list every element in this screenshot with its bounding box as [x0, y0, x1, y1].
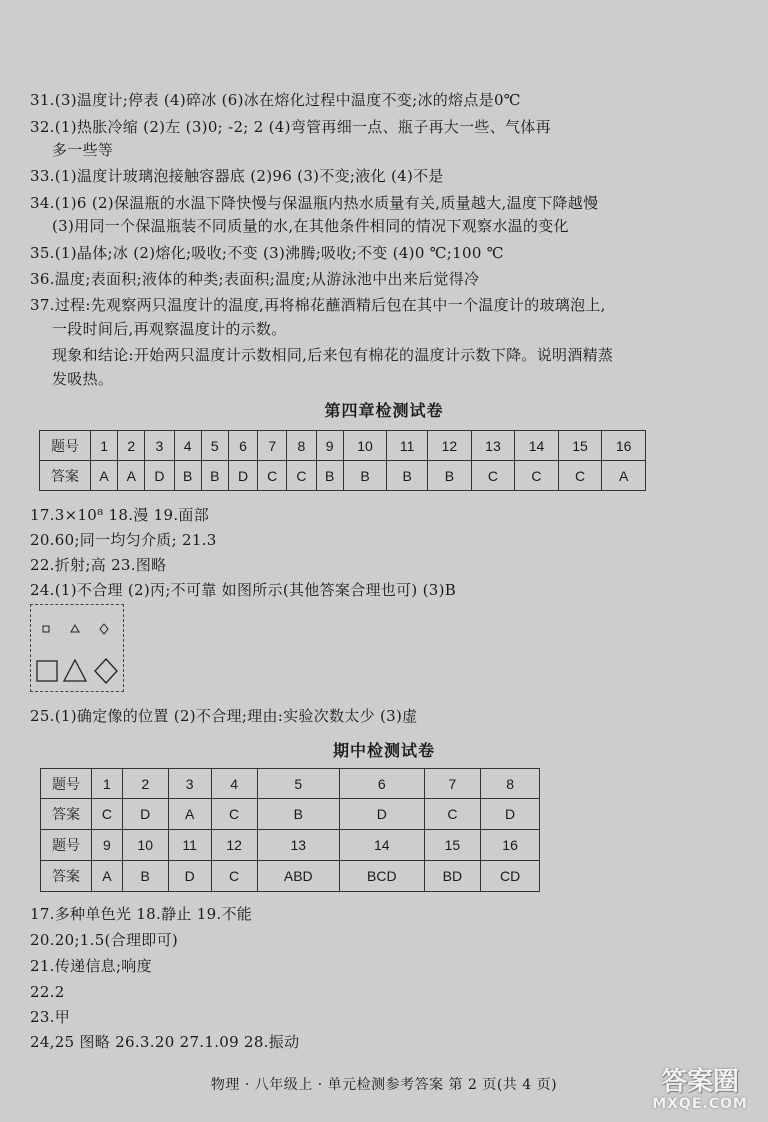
answer-37-result: 现象和结论:开始两只温度计示数相同,后来包有棉花的温度计示数下降。说明酒精蒸: [52, 346, 614, 364]
question-number-cell: 2: [118, 431, 145, 461]
shapes-figure: [31, 605, 123, 691]
question-number-cell: 8: [287, 431, 316, 461]
midterm-answer-17-19: 17.多种单色光 18.静止 19.不能: [30, 905, 253, 923]
midterm-answer-21: 21.传递信息;响度: [30, 957, 152, 975]
question-number-cell: 13: [257, 830, 339, 861]
question-number-cell: 6: [340, 769, 425, 799]
answer-cell: B: [387, 461, 428, 491]
page-footer: 物理 · 八年级上 · 单元检测参考答案 第 2 页(共 4 页): [210, 1077, 558, 1093]
answer-cell: A: [602, 461, 646, 491]
question-number-cell: 16: [602, 431, 646, 461]
answer-24: 24.(1)不合理 (2)丙;不可靠 如图所示(其他答案合理也可) (3)B: [30, 581, 457, 599]
answer-32-cont: 多一些等: [52, 141, 114, 159]
answer-cell: B: [428, 461, 472, 491]
answer-cell: B: [174, 461, 201, 491]
question-number-cell: 4: [211, 769, 257, 799]
midterm-answer-22: 22.2: [30, 983, 65, 1001]
answer-cell: C: [258, 461, 287, 491]
chapter4-answer-table: [39, 430, 646, 491]
question-number-cell: 9: [92, 830, 123, 861]
answer-cell: D: [168, 861, 211, 892]
answer-cell: C: [92, 799, 123, 830]
answer-cell: CD: [481, 861, 540, 892]
answer-cell: C: [211, 799, 257, 830]
small-diamond-icon: [100, 624, 108, 634]
question-number-cell: 8: [481, 769, 540, 799]
midterm-answer-23: 23.甲: [30, 1008, 71, 1026]
row-label-question: 题号: [40, 431, 91, 461]
answer-cell: BCD: [340, 861, 425, 892]
answer-32: 32.(1)热胀冷缩 (2)左 (3)0; -2; 2 (4)弯管再细一点、瓶子再大一些、气体再: [30, 118, 551, 136]
answer-cell: D: [340, 799, 425, 830]
row-label-answer: 答案: [41, 861, 92, 892]
large-diamond-icon: [95, 659, 117, 683]
large-triangle-icon: [64, 660, 86, 681]
question-number-cell: 3: [145, 431, 174, 461]
answer-37-cont: 一段时间后,再观察温度计的示数。: [52, 320, 287, 338]
question-number-cell: 9: [316, 431, 343, 461]
small-square-icon: [43, 626, 49, 632]
question-number-cell: 12: [211, 830, 257, 861]
question-number-cell: 15: [424, 830, 481, 861]
midterm-answer-24-28: 24,25 图略 26.3.20 27.1.09 28.振动: [30, 1033, 300, 1051]
question-number-cell: 5: [257, 769, 339, 799]
answer-34: 34.(1)6 (2)保温瓶的水温下降快慢与保温瓶内热水质量有关,质量越大,温度下降越慢: [30, 194, 599, 212]
answer-cell: C: [471, 461, 515, 491]
answer-25: 25.(1)确定像的位置 (2)不合理;理由:实验次数太少 (3)虚: [30, 707, 418, 725]
row-label-question: 题号: [41, 769, 92, 799]
answer-cell: D: [145, 461, 174, 491]
question-number-cell: 14: [340, 830, 425, 861]
answer-cell: ABD: [257, 861, 339, 892]
answer-cell: B: [122, 861, 168, 892]
answer-37-result-cont: 发吸热。: [52, 370, 114, 388]
row-label-answer: 答案: [41, 799, 92, 830]
question-number-cell: 1: [91, 431, 118, 461]
question-number-cell: 4: [174, 431, 201, 461]
answer-33: 33.(1)温度计玻璃泡接触容器底 (2)96 (3)不变;液化 (4)不是: [30, 167, 444, 185]
question-number-cell: 6: [228, 431, 257, 461]
answer-34-cont: (3)用同一个保温瓶装不同质量的水,在其他条件相同的情况下观察水温的变化: [52, 217, 569, 235]
question-number-cell: 7: [258, 431, 287, 461]
question-number-cell: 12: [428, 431, 472, 461]
answer-35: 35.(1)晶体;冰 (2)熔化;吸收;不变 (3)沸腾;吸收;不变 (4)0 ℃;100 ℃: [30, 244, 504, 262]
chapter4-title: 第四章检测试卷: [324, 401, 444, 420]
answer-cell: D: [228, 461, 257, 491]
midterm-answer-table: [40, 768, 540, 892]
question-number-cell: 7: [424, 769, 481, 799]
answer-cell: A: [91, 461, 118, 491]
question-number-cell: 11: [387, 431, 428, 461]
row-label-question: 题号: [41, 830, 92, 861]
answer-cell: C: [515, 461, 559, 491]
answer-cell: B: [257, 799, 339, 830]
answer-cell: C: [287, 461, 316, 491]
question-number-cell: 10: [122, 830, 168, 861]
question-number-cell: 13: [471, 431, 515, 461]
answer-22-23: 22.折射;高 23.图略: [30, 556, 167, 574]
question-number-cell: 2: [122, 769, 168, 799]
answer-cell: D: [481, 799, 540, 830]
question-number-cell: 15: [558, 431, 602, 461]
midterm-title: 期中检测试卷: [332, 741, 435, 760]
question-number-cell: 5: [201, 431, 228, 461]
row-label-answer: 答案: [40, 461, 91, 491]
question-number-cell: 14: [515, 431, 559, 461]
question-number-cell: 16: [481, 830, 540, 861]
large-square-icon: [37, 661, 57, 681]
question-number-cell: 3: [168, 769, 211, 799]
answer-36: 36.温度;表面积;液体的种类;表面积;温度;从游泳池中出来后觉得冷: [30, 270, 480, 288]
answer-cell: A: [118, 461, 145, 491]
question-number-cell: 10: [343, 431, 387, 461]
answer-cell: D: [122, 799, 168, 830]
midterm-answer-20: 20.20;1.5(合理即可): [30, 931, 179, 949]
question-number-cell: 11: [168, 830, 211, 861]
answer-cell: C: [211, 861, 257, 892]
answer-cell: A: [92, 861, 123, 892]
watermark-logo: 答案圈 MXQE.COM: [652, 1067, 748, 1112]
answer-cell: C: [558, 461, 602, 491]
answer-cell: B: [201, 461, 228, 491]
answer-20-21: 20.60;同一均匀介质; 21.3: [30, 531, 217, 549]
answer-17-19: 17.3×10⁸ 18.漫 19.面部: [30, 506, 210, 524]
answer-cell: C: [424, 799, 481, 830]
answer-cell: B: [343, 461, 387, 491]
answer-cell: A: [168, 799, 211, 830]
answer-cell: BD: [424, 861, 481, 892]
answer-figure: [30, 604, 124, 692]
question-number-cell: 1: [92, 769, 123, 799]
small-triangle-icon: [71, 625, 79, 632]
answer-31: 31.(3)温度计;停表 (4)碎冰 (6)冰在熔化过程中温度不变;冰的熔点是0℃: [30, 91, 521, 109]
answer-cell: B: [316, 461, 343, 491]
answer-37: 37.过程:先观察两只温度计的温度,再将棉花蘸酒精后包在其中一个温度计的玻璃泡上,: [30, 296, 606, 314]
